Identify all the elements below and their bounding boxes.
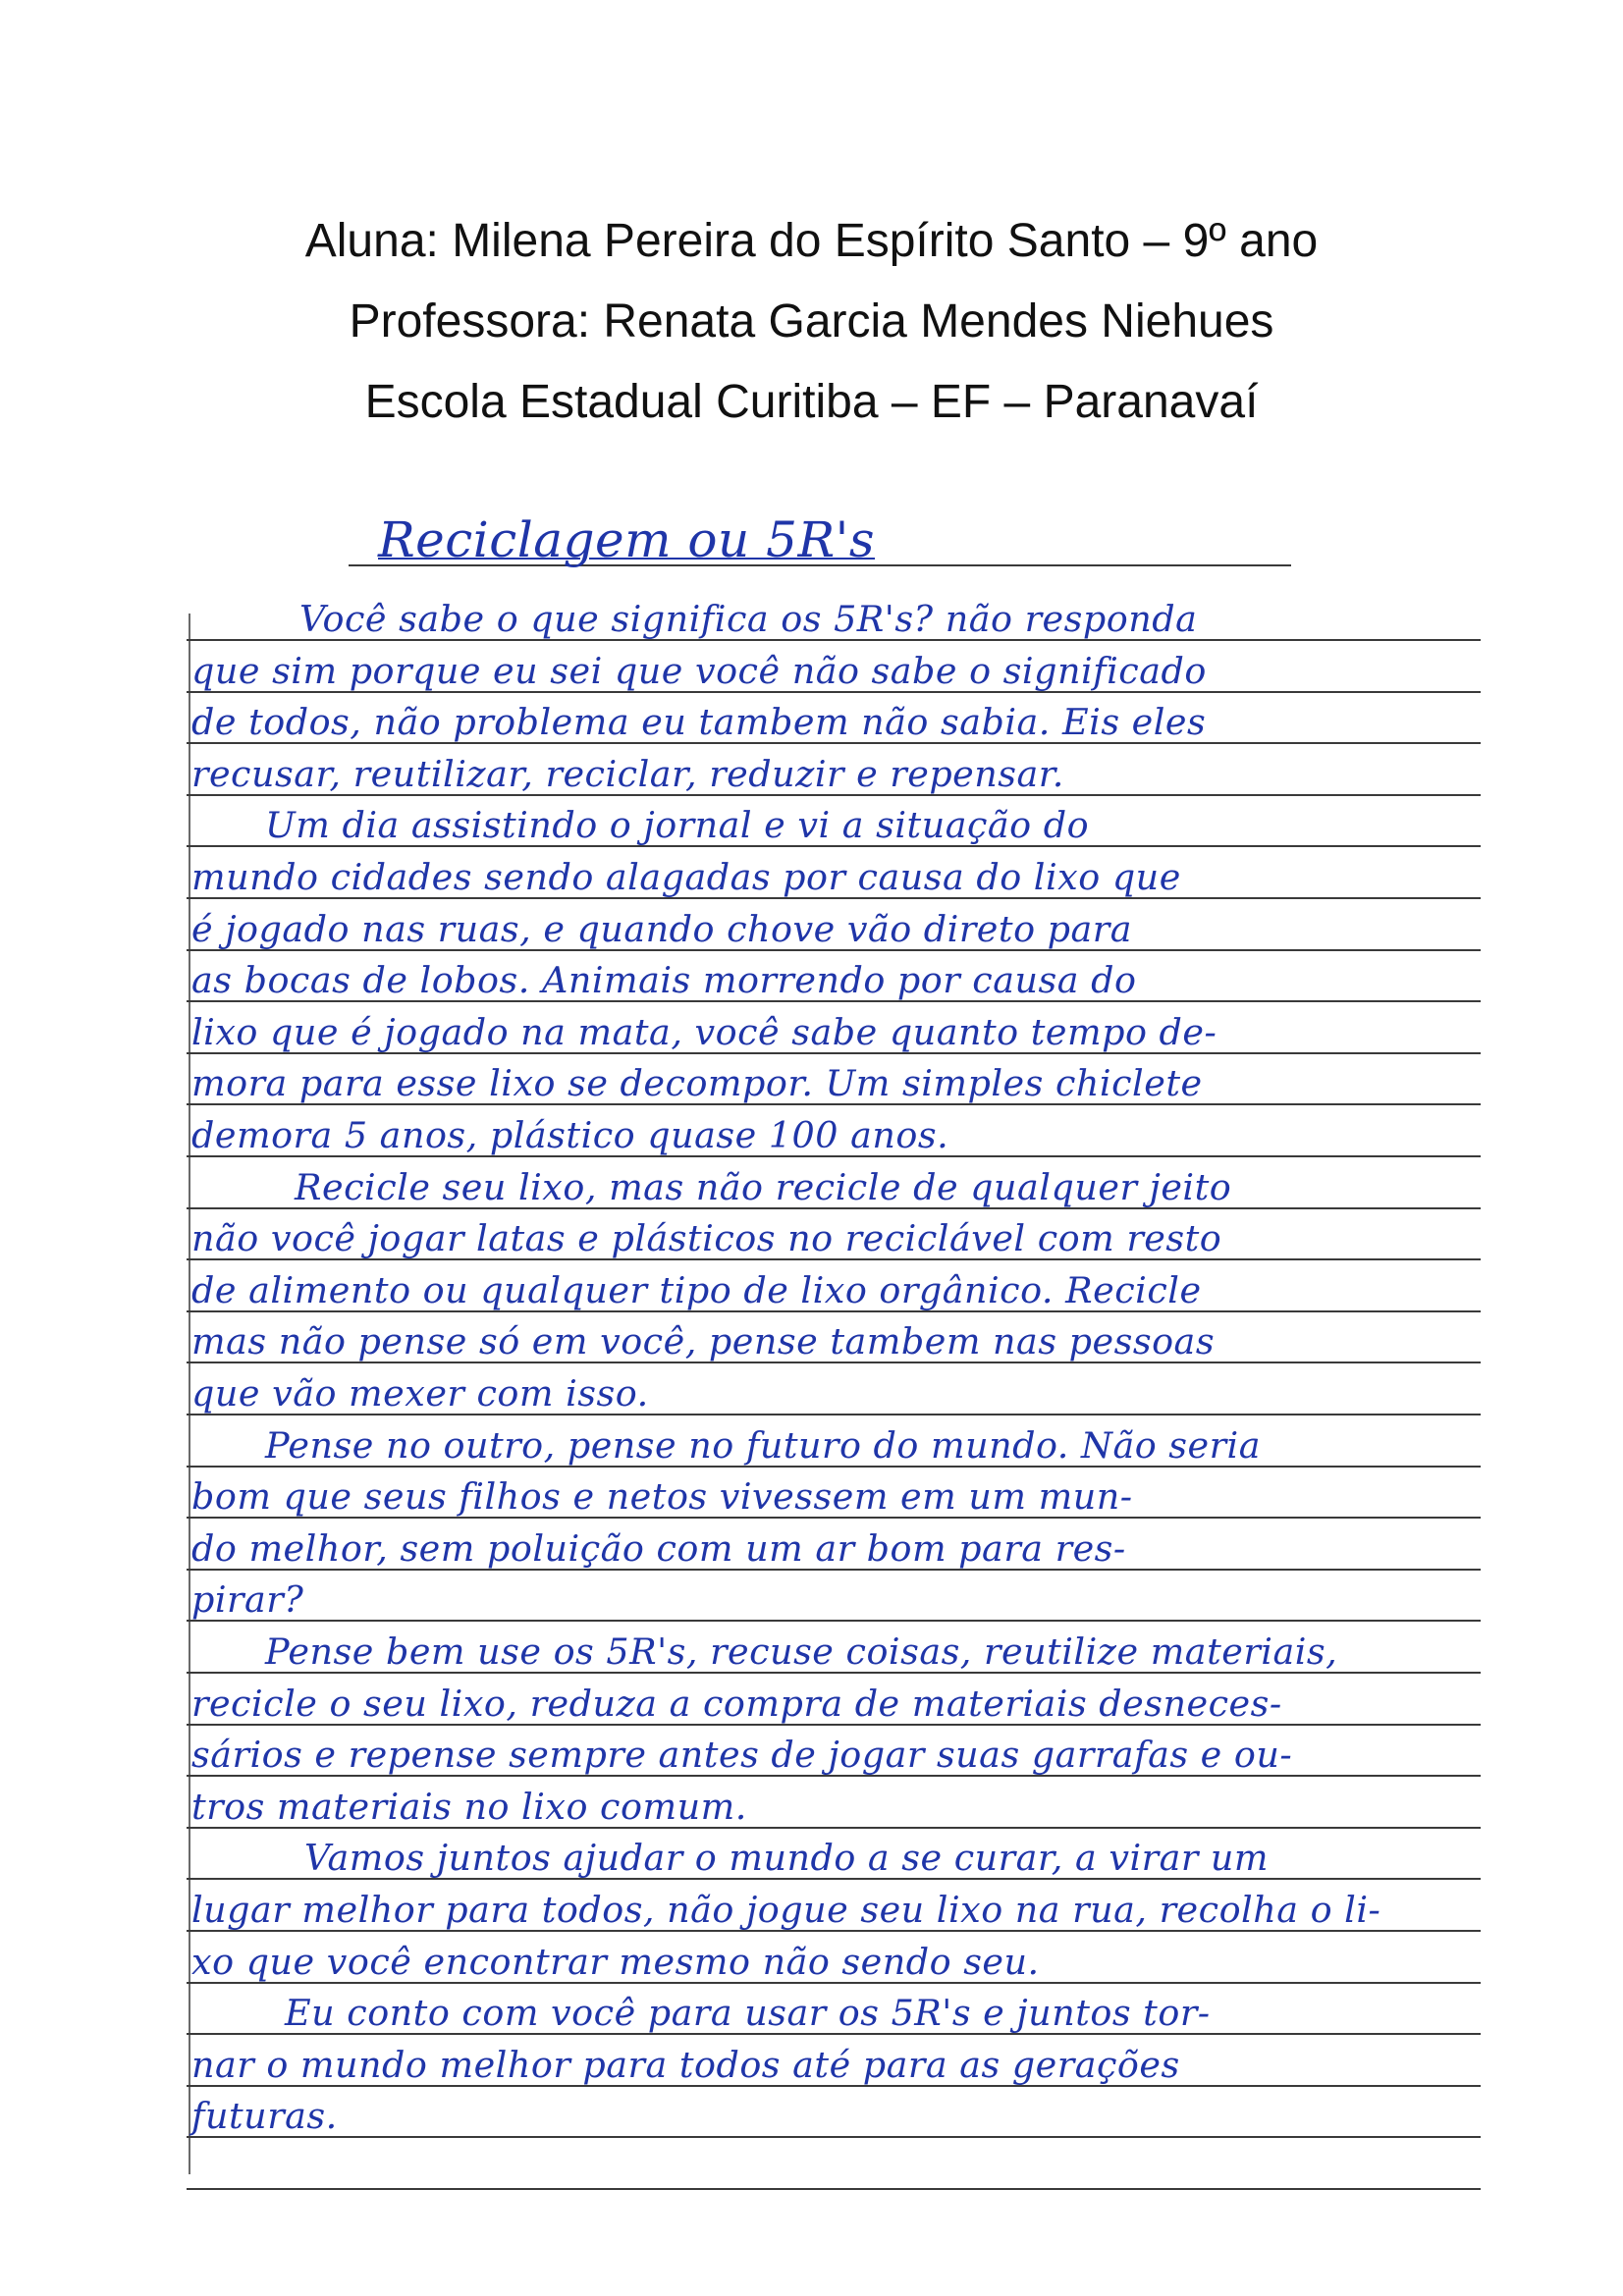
document-header [0,201,1623,443]
essay-line: mundo cidades sendo alagadas por causa do lixo que [191,856,1181,898]
essay-line: Você sabe o que significa os 5R's? não responda [299,598,1198,640]
essay-line: pirar? [191,1578,304,1622]
school-line: Escola Estadual Curitiba – EF – Paranavaí [364,376,1259,428]
essay-line: Um dia assistindo o jornal e vi a situação do [265,804,1090,847]
essay-line: Pense no outro, pense no futuro do mundo. Não seria [265,1423,1261,1467]
essay-line: de todos, não problema eu tambem não sabia. Eis eles [191,701,1207,744]
essay-line: futuras. [191,2095,338,2138]
essay-line: tros materiais no lixo comum. [191,1785,747,1828]
margin-line [189,614,190,2174]
essay-line: mora para esse lixo se decompor. Um simples chiclete [191,1062,1203,1105]
essay-line: recusar, reutilizar, reciclar, reduzir e repensar. [191,752,1064,795]
essay-line: lixo que é jogado na mata, você sabe quanto tempo de- [191,1010,1217,1053]
ruled-line [187,2136,1481,2138]
essay-line: bom que seus filhos e netos vivessem em um mun- [191,1475,1133,1519]
essay-line: nar o mundo melhor para todos até para as gerações [191,2043,1180,2086]
essay-line: é jogado nas ruas, e quando chove vão direto para [191,907,1132,950]
essay-line: mas não pense só em você, pense tambem nas pessoas [191,1320,1216,1363]
teacher-line: Professora: Renata Garcia Mendes Niehues [349,295,1274,347]
essay-line: lugar melhor para todos, não jogue seu lixo na rua, recolha o li- [191,1889,1381,1931]
essay-line: as bocas de lobos. Animais morrendo por causa do [191,959,1137,1002]
essay-line: não você jogar latas e plásticos no reciclável com resto [191,1217,1222,1260]
essay-line: que sim porque eu sei que você não sabe o significado [191,649,1207,692]
student-line: Aluna: Milena Pereira do Espírito Santo – 9º ano [304,215,1319,267]
essay-title: Reciclagem ou 5R's [378,511,875,568]
essay-line: de alimento ou qualquer tipo de lixo orgânico. Recicle [191,1268,1202,1311]
essay-line: demora 5 anos, plástico quase 100 anos. [191,1114,949,1156]
essay-line: xo que você encontrar mesmo não sendo seu. [191,1940,1040,1983]
essay-line: Pense bem use os 5R's, recuse coisas, reutilize materiais, [265,1630,1338,1673]
essay-line: sários e repense sempre antes de jogar suas garrafas e ou- [191,1734,1293,1777]
essay-line: recicle o seu lixo, reduza a compra de materiais desneces- [191,1682,1282,1725]
essay-line: Eu conto com você para usar os 5R's e juntos tor- [285,1992,1211,2035]
ruled-line [187,1620,1481,1622]
essay-line: do melhor, sem poluição com um ar bom para res- [191,1526,1126,1570]
essay-line: Recicle seu lixo, mas não recicle de qualquer jeito [295,1165,1232,1208]
ruled-line [187,2188,1481,2190]
essay-line: Vamos juntos ajudar o mundo a se curar, a virar um [304,1837,1270,1880]
essay-line: que vão mexer com isso. [191,1372,649,1415]
